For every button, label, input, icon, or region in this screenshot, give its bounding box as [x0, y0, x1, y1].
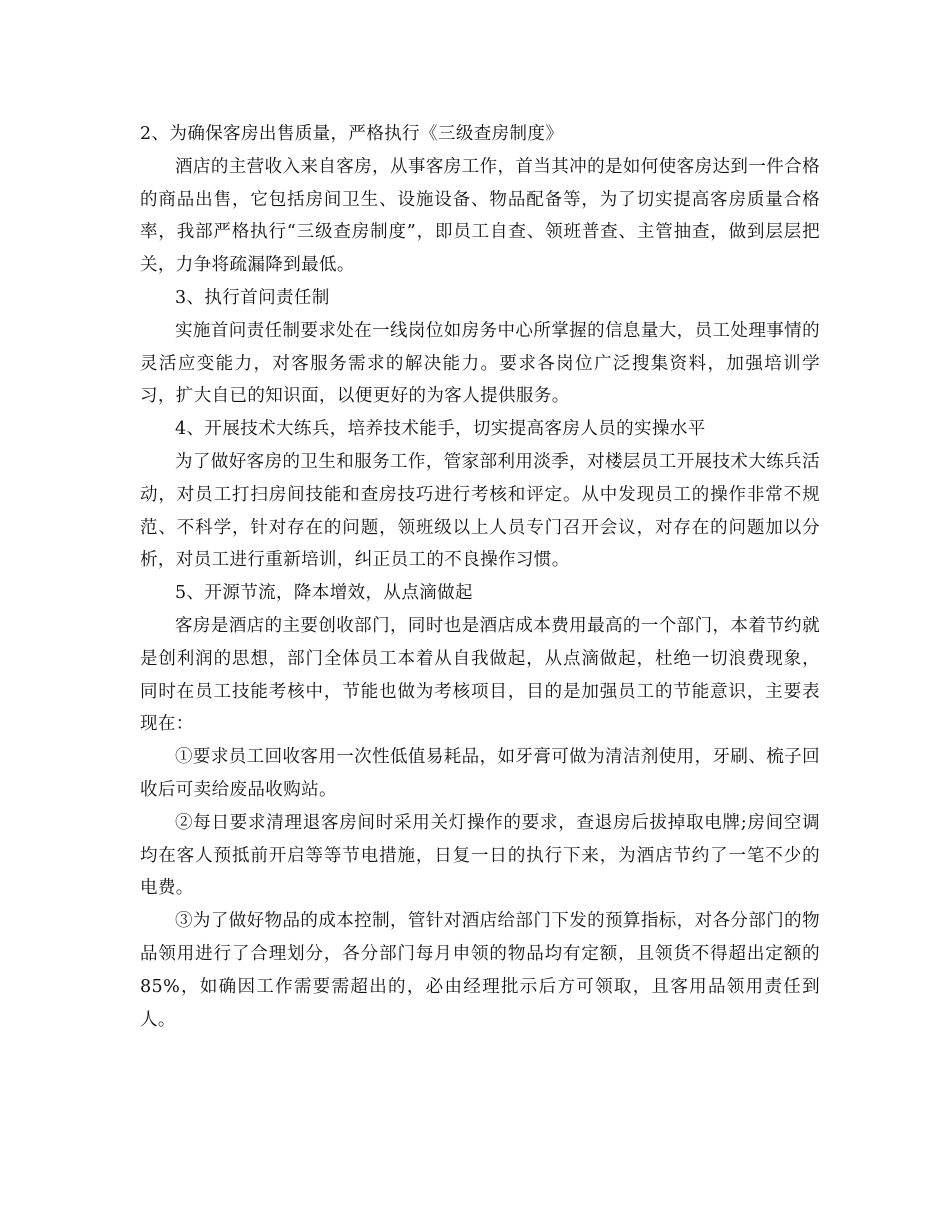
- section-heading-4: 4、开展技术大练兵，培养技术能手，切实提高客房人员的实操水平: [175, 419, 706, 440]
- list-item-3: ③为了做好物品的成本控制，管针对酒店给部门下发的预算指标，对各分部门的物品领用进行了合理划分，各分部门每月申领的物品均有定额，且领货不得超出定额的85%，如确因工作需要需超出的，必由经理批示后方可领取，且客用品领用责任到人。: [140, 911, 820, 1030]
- paragraph-cost-saving: 客房是酒店的主要创收部门，同时也是酒店成本费用最高的一个部门，本着节约就是创利润的思想，部门全体员工本着从自我做起，从点滴做起，杜绝一切浪费现象，同时在员工技能考核中，节能也做为考核项目，目的是加强员工的节能意识，主要表现在：: [140, 615, 820, 735]
- paragraph-skills-training: 为了做好客房的卫生和服务工作，管家部利用淡季，对楼层员工开展技术大练兵活动，对员工打扫房间技能和查房技巧进行考核和评定。从中发现员工的操作非常不规范、不科学，针对存在的问题，领班级以上人员专门召开会议，对存在的问题加以分析，对员工进行重新培训，纠正员工的不良操作习惯。: [140, 451, 820, 571]
- list-item-2: ②每日要求清理退客房间时采用关灯操作的要求，查退房后拔掉取电牌;房间空调均在客人预抵前开启等等节电措施，日复一日的执行下来，为酒店节约了一笔不少的电费。: [140, 812, 820, 899]
- section-heading-5: 5、开源节流，降本增效，从点滴做起: [175, 583, 473, 604]
- section-heading-3: 3、执行首问责任制: [175, 287, 330, 308]
- list-item-1: ①要求员工回收客用一次性低值易耗品，如牙膏可做为清洁剂使用，牙刷、梳子回收后可卖给废品收购站。: [140, 747, 820, 800]
- paragraph-room-quality: 酒店的主营收入来自客房，从事客房工作，首当其冲的是如何使客房达到一件合格的商品出售，它包括房间卫生、设施设备、物品配备等，为了切实提高客房质量合格率，我部严格执行“三级查房制度”，即员工自查、领班普查、主管抽查，做到层层把关，力争将疏漏降到最低。: [140, 156, 820, 276]
- section-heading-2: 2、为确保客房出售质量，严格执行《三级查房制度》: [140, 124, 564, 144]
- document-body: [140, 118, 820, 1036]
- paragraph-first-inquiry: 实施首问责任制要求处在一线岗位如房务中心所掌握的信息量大，员工处理事情的灵活应变能力，对客服务需求的解决能力。要求各岗位广泛搜集资料，加强培训学习，扩大自已的知识面，以便更好的为客人提供服务。: [140, 320, 820, 407]
